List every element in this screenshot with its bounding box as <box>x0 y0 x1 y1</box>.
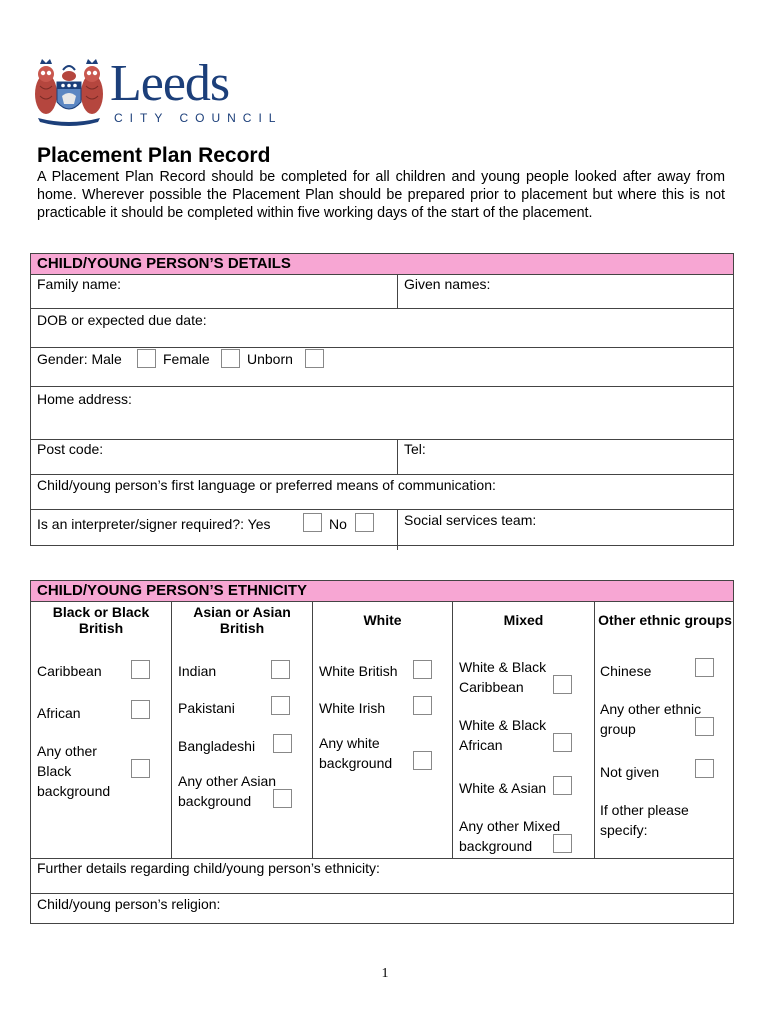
eth-any-white: Any white background <box>319 735 393 771</box>
ethnicity-heading: CHILD/YOUNG PERSON’S ETHNICITY <box>31 581 733 602</box>
bangladeshi-checkbox[interactable] <box>273 734 292 753</box>
any-white-checkbox[interactable] <box>413 751 432 770</box>
female-checkbox[interactable] <box>221 349 240 368</box>
white-asian-checkbox[interactable] <box>553 776 572 795</box>
other-mixed-checkbox[interactable] <box>553 834 572 853</box>
unborn-label: Unborn <box>247 351 293 367</box>
interpreter-no-label: No <box>329 516 347 532</box>
chinese-checkbox[interactable] <box>695 658 714 677</box>
unborn-checkbox[interactable] <box>305 349 324 368</box>
further-details-row <box>31 859 733 894</box>
col-header-white: White <box>363 612 402 628</box>
postcode-row <box>31 440 733 475</box>
eth-not-given: Not given <box>600 764 660 780</box>
eth-pakistani: Pakistani <box>178 700 235 716</box>
tel-label: Tel: <box>404 441 426 457</box>
home-address-row <box>31 387 733 440</box>
interpreter-no-checkbox[interactable] <box>355 513 374 532</box>
any-other-ethnic-checkbox[interactable] <box>695 717 714 736</box>
eth-caribbean: Caribbean <box>37 663 102 679</box>
dob-row <box>31 309 733 348</box>
divider <box>452 602 453 858</box>
language-label: Child/young person’s first language or preferred means of communication: <box>37 477 496 493</box>
indian-checkbox[interactable] <box>271 660 290 679</box>
divider <box>312 602 313 858</box>
male-checkbox[interactable] <box>137 349 156 368</box>
eth-white-british: White British <box>319 663 398 679</box>
divider <box>171 602 172 858</box>
col-header-asian: Asian or Asian British <box>193 604 291 636</box>
page-number: 1 <box>381 966 389 981</box>
gender-row <box>31 348 733 387</box>
page-title: Placement Plan Record <box>37 144 271 167</box>
col-header-other: Other ethnic groups <box>598 612 732 628</box>
religion-label: Child/young person’s religion: <box>37 896 221 912</box>
details-section <box>30 253 734 546</box>
col-header-black: Black or Black British <box>52 604 150 636</box>
gender-male-label: Gender: Male <box>37 351 122 367</box>
white-black-african-checkbox[interactable] <box>553 733 572 752</box>
not-given-checkbox[interactable] <box>695 759 714 778</box>
ethnicity-grid <box>31 602 733 859</box>
eth-other-specify: If other please specify: <box>600 802 689 838</box>
eth-african: African <box>37 705 81 721</box>
religion-row <box>31 894 733 926</box>
dob-label: DOB or expected due date: <box>37 312 207 328</box>
african-checkbox[interactable] <box>131 700 150 719</box>
eth-white-black-caribbean: White & Black Caribbean <box>459 659 547 695</box>
language-row <box>31 475 733 510</box>
ethnicity-section <box>30 580 734 924</box>
leeds-city-council-logo <box>32 55 283 132</box>
other-asian-checkbox[interactable] <box>273 789 292 808</box>
eth-white-black-african: White & Black African <box>459 717 547 753</box>
eth-any-other-ethnic: Any other ethnic group <box>600 701 702 737</box>
white-black-caribbean-checkbox[interactable] <box>553 675 572 694</box>
logo-wordmark: Leeds <box>110 55 230 112</box>
eth-indian: Indian <box>178 663 217 679</box>
intro-paragraph: A Placement Plan Record should be completed for all children and young people looked after away from home. Wherever possible the Placement Plan should be prepared prior to placement but where this is not practicable it should be completed within five working days of the start of the placement. <box>37 169 725 221</box>
divider <box>397 275 398 308</box>
name-row <box>31 275 733 309</box>
given-names-label: Given names: <box>404 276 491 292</box>
details-heading: CHILD/YOUNG PERSON’S DETAILS <box>31 254 733 275</box>
further-details-label: Further details regarding child/young person’s ethnicity: <box>37 860 380 876</box>
post-code-label: Post code: <box>37 441 104 457</box>
divider <box>397 440 398 474</box>
pakistani-checkbox[interactable] <box>271 696 290 715</box>
eth-white-asian: White & Asian <box>459 780 547 796</box>
interpreter-yes-checkbox[interactable] <box>303 513 322 532</box>
coat-of-arms-icon <box>32 56 106 130</box>
eth-white-irish: White Irish <box>319 700 386 716</box>
eth-chinese: Chinese <box>600 663 652 679</box>
social-services-label: Social services team: <box>404 512 537 528</box>
eth-other-asian: Any other Asian background <box>178 773 277 809</box>
home-address-label: Home address: <box>37 391 132 407</box>
eth-bangladeshi: Bangladeshi <box>178 738 256 754</box>
female-label: Female <box>163 351 210 367</box>
other-black-checkbox[interactable] <box>131 759 150 778</box>
divider <box>397 510 398 550</box>
family-name-label: Family name: <box>37 276 122 292</box>
interpreter-row <box>31 510 733 550</box>
caribbean-checkbox[interactable] <box>131 660 150 679</box>
interpreter-label: Is an interpreter/signer required?: Yes <box>37 516 271 532</box>
white-british-checkbox[interactable] <box>413 660 432 679</box>
col-header-mixed: Mixed <box>503 612 544 628</box>
white-irish-checkbox[interactable] <box>413 696 432 715</box>
logo-subtitle: CITY COUNCIL <box>114 111 283 125</box>
eth-other-mixed: Any other Mixed background <box>459 818 561 854</box>
divider <box>594 602 595 858</box>
eth-other-black: Any other Black background <box>37 743 111 799</box>
